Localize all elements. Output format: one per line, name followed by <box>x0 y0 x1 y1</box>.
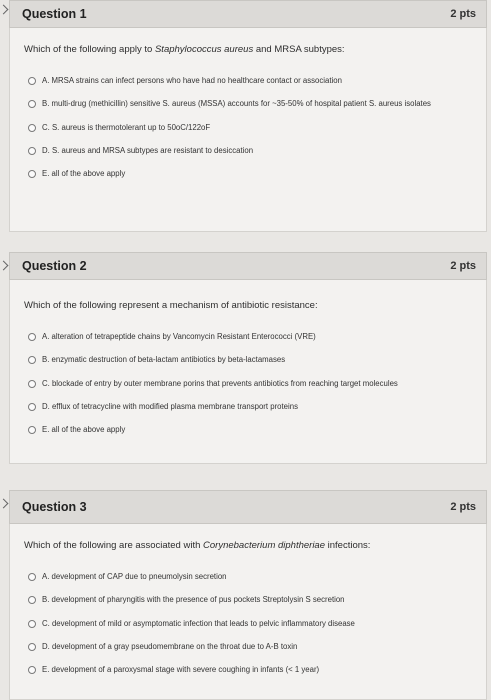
question-points: 2 pts <box>450 8 476 20</box>
radio-button-icon[interactable] <box>28 666 36 674</box>
radio-button-icon[interactable] <box>28 77 36 85</box>
radio-button-icon[interactable] <box>28 403 36 411</box>
question-1 <box>9 0 487 232</box>
radio-button-icon[interactable] <box>28 147 36 155</box>
answer-option[interactable]: E. all of the above apply <box>28 424 474 435</box>
collapse-chevron-icon[interactable] <box>0 499 8 509</box>
answer-option[interactable]: C. S. aureus is thermotolerant up to 50oC/122oF <box>28 122 474 133</box>
question-body <box>9 524 487 700</box>
question-points: 2 pts <box>450 501 476 513</box>
answer-option[interactable]: B. development of pharyngitis with the presence of pus pockets Streptolysin S secretion <box>28 594 474 605</box>
question-prompt: Which of the following apply to Staphylococcus aureus and MRSA subtypes: <box>24 44 345 55</box>
question-title: Question 2 <box>22 259 87 273</box>
radio-button-icon[interactable] <box>28 124 36 132</box>
question-body <box>9 28 487 232</box>
collapse-chevron-icon[interactable] <box>0 261 8 271</box>
question-prompt: Which of the following are associated with Corynebacterium diphtheriae infections: <box>24 540 371 551</box>
answer-option[interactable]: A. development of CAP due to pneumolysin secretion <box>28 571 474 582</box>
radio-button-icon[interactable] <box>28 643 36 651</box>
question-header <box>9 490 487 524</box>
question-title: Question 3 <box>22 500 87 514</box>
answer-option[interactable]: B. multi-drug (methicillin) sensitive S. aureus (MSSA) accounts for ~35-50% of hospital patient S. aureus isolates <box>28 98 474 109</box>
answer-option[interactable]: E. development of a paroxysmal stage with severe coughing in infants (< 1 year) <box>28 664 474 675</box>
answer-option[interactable]: A. MRSA strains can infect persons who have had no healthcare contact or association <box>28 75 474 86</box>
question-body <box>9 280 487 464</box>
question-header <box>9 0 487 28</box>
radio-button-icon[interactable] <box>28 333 36 341</box>
radio-button-icon[interactable] <box>28 170 36 178</box>
answer-option[interactable]: E. all of the above apply <box>28 168 474 179</box>
question-points: 2 pts <box>450 260 476 272</box>
collapse-chevron-icon[interactable] <box>0 5 8 15</box>
answer-option[interactable]: B. enzymatic destruction of beta-lactam antibiotics by beta-lactamases <box>28 354 474 365</box>
radio-button-icon[interactable] <box>28 426 36 434</box>
question-title: Question 1 <box>22 7 87 21</box>
answer-option[interactable]: D. S. aureus and MRSA subtypes are resistant to desiccation <box>28 145 474 156</box>
radio-button-icon[interactable] <box>28 596 36 604</box>
radio-button-icon[interactable] <box>28 380 36 388</box>
answer-option[interactable]: D. efflux of tetracycline with modified plasma membrane transport proteins <box>28 401 474 412</box>
answer-option[interactable]: A. alteration of tetrapeptide chains by Vancomycin Resistant Enterococci (VRE) <box>28 331 474 342</box>
radio-button-icon[interactable] <box>28 620 36 628</box>
question-prompt: Which of the following represent a mechanism of antibiotic resistance: <box>24 300 318 311</box>
question-3 <box>9 490 487 700</box>
question-2 <box>9 252 487 464</box>
radio-button-icon[interactable] <box>28 356 36 364</box>
answer-option[interactable]: C. development of mild or asymptomatic infection that leads to pelvic inflammatory disease <box>28 618 474 629</box>
answer-option[interactable]: D. development of a gray pseudomembrane on the throat due to A-B toxin <box>28 641 474 652</box>
answer-option[interactable]: C. blockade of entry by outer membrane porins that prevents antibiotics from reaching target molecules <box>28 378 474 389</box>
radio-button-icon[interactable] <box>28 100 36 108</box>
radio-button-icon[interactable] <box>28 573 36 581</box>
question-header <box>9 252 487 280</box>
